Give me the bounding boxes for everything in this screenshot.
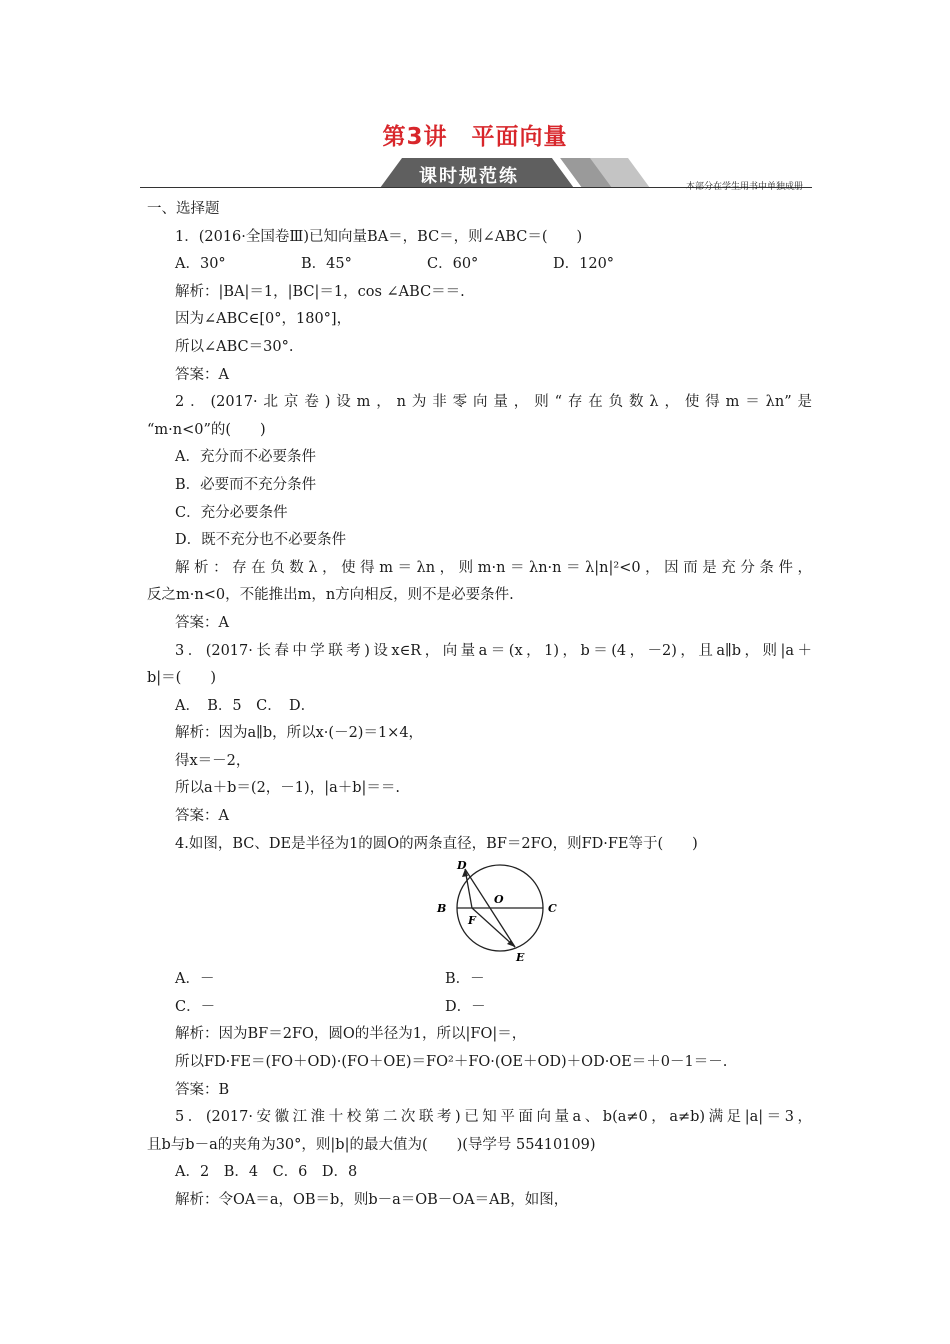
q3-options: A． B．5 C． D． [175, 697, 316, 714]
label-d: D [457, 859, 467, 873]
q2-stem-line: “m·n<0”的( ) [147, 421, 266, 438]
q2-analysis-line: 反之m·n<0，不能推出m，n方向相反，则不是必要条件. [147, 587, 514, 604]
q4-answer: 答案：B [175, 1081, 230, 1098]
q1-answer: 答案：A [175, 366, 229, 383]
banner-label: 课时规范练 [419, 166, 519, 187]
q2-option-d: D．既不充分也不必要条件 [175, 532, 347, 549]
label-c: C [548, 902, 557, 916]
q2-option-c: C．充分必要条件 [175, 504, 288, 521]
q1-analysis-line: 解析：|BA|＝1，|BC|＝1，cos ∠ABC＝＝. [175, 283, 465, 300]
q2-option-a: A．充分而不必要条件 [175, 449, 316, 466]
section-heading: 一、选择题 [147, 201, 220, 217]
q1-options [147, 251, 812, 279]
q1-stem: 1．(2016·全国卷Ⅲ)已知向量BA＝，BC＝，则∠ABC＝( ) [175, 228, 583, 245]
q5-stem-line: 5．(2017·安徽江淮十校第二次联考)已知平面向量a、b(a≠0，a≠b)满足|a|＝3， [175, 1109, 812, 1126]
q1-option-c: C．60° [427, 256, 479, 273]
q4-options-row [147, 966, 812, 994]
q4-option-b: B．－ [445, 971, 485, 988]
q2-stem-line: 2．(2017·北京卷)设m，n为非零向量，则“存在负数λ，使得m＝λn”是 [175, 394, 812, 411]
q5-stem-line: 且b与b－a的夹角为30°，则|b|的最大值为( )(导学号 55410109) [147, 1136, 596, 1153]
document-body [147, 196, 812, 1215]
q5-options: A．2 B．4 C．6 D．8 [175, 1164, 358, 1181]
q3-stem-line: 3．(2017·长春中学联考)设x∈R，向量a＝(x，1)，b＝(4，－2)，且a∥b，则|a＋ [175, 642, 812, 659]
q1-option-a: A．30° [175, 256, 226, 273]
q3-stem-line: b|＝( ) [147, 670, 216, 687]
q4-options-row [147, 994, 812, 1022]
q4-option-a: A．－ [175, 971, 215, 988]
q1-analysis-line: 所以∠ABC＝30°. [175, 338, 294, 355]
q4-figure [147, 858, 812, 966]
q4-stem: 4.如图，BC、DE是半径为1的圆O的两条直径，BF＝2FO，则FD·FE等于( ) [175, 835, 698, 852]
page-title: 第3讲 平面向量 [382, 124, 568, 150]
q1-option-b: B．45° [301, 256, 352, 273]
label-b: B [437, 902, 447, 916]
q1-analysis-line: 因为∠ABC∈[0°，180°]， [175, 311, 352, 328]
q2-option-b: B．必要而不充分条件 [175, 476, 317, 493]
q3-answer: 答案：A [175, 808, 229, 825]
q5-analysis: 解析：令OA＝a，OB＝b，则b－a＝OB－OA＝AB，如图， [175, 1192, 569, 1208]
label-f: F [468, 914, 476, 928]
circle-diagram [434, 858, 564, 962]
q2-answer: 答案：A [175, 614, 229, 631]
q2-analysis-line: 解析：存在负数λ，使得m＝λn，则m·n＝λn·n＝λ|n|²<0，因而是充分条件， [175, 559, 812, 576]
q3-analysis-line: 解析：因为a∥b，所以x·(－2)＝1×4， [175, 725, 424, 742]
side-note: 本部分在学生用书中单独成册 [686, 182, 804, 192]
label-e: E [516, 951, 525, 963]
label-o: O [494, 893, 504, 907]
q4-option-c: C．－ [175, 998, 216, 1015]
q4-option-d: D．－ [445, 998, 486, 1015]
q3-analysis-line: 所以a＋b＝(2，－1)，|a＋b|＝＝. [175, 780, 400, 797]
q4-analysis-line: 解析：因为BF＝2FO，圆O的半径为1，所以|FO|＝， [175, 1026, 527, 1043]
q3-analysis-line: 得x＝－2， [175, 752, 251, 769]
q4-analysis-line: 所以FD·FE＝(FO＋OD)·(FO＋OE)＝FO²＋FO·(OE＋OD)＋OD·OE＝＋0－1＝－. [175, 1054, 728, 1071]
q1-option-d: D．120° [553, 256, 615, 273]
